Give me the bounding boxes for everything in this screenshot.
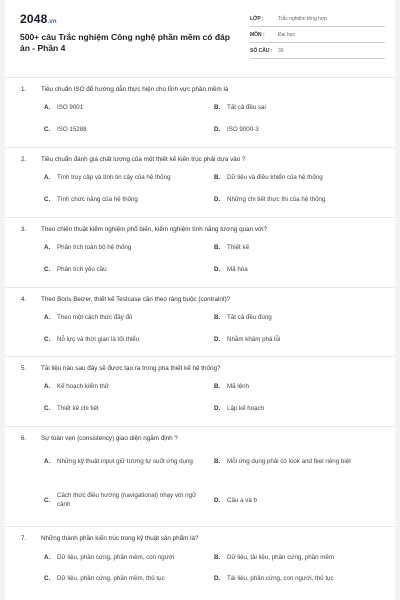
question-text — [21, 156, 246, 163]
answer-option-d[interactable] — [214, 125, 372, 134]
question-text — [21, 535, 199, 542]
question-number: 3. — [21, 226, 27, 233]
option-letter: D. — [214, 336, 221, 343]
option-letter: B. — [214, 244, 221, 251]
answer-option-d[interactable] — [214, 574, 392, 583]
answer-option-c[interactable] — [44, 491, 207, 509]
option-letter: B. — [214, 554, 221, 561]
option-text: Dữ liệu, tài liệu, phần cứng, phần mềm — [227, 554, 334, 561]
question-number: 6. — [21, 435, 27, 442]
option-text: Dữ liệu, phần cứng, phần mềm, con người — [57, 554, 175, 561]
option-text: Mã lệnh — [227, 383, 250, 390]
option-letter: B. — [214, 383, 221, 390]
question-block — [5, 426, 395, 526]
meta-row-class — [250, 12, 385, 27]
question-number: 1. — [21, 86, 27, 93]
question-block — [5, 77, 395, 147]
option-letter: C. — [44, 266, 51, 273]
option-letter: A. — [44, 458, 51, 465]
answer-option-a[interactable] — [44, 243, 202, 252]
question-number: 7. — [21, 535, 27, 542]
question-label: Theo Boris Beizer, thiết kế Testcase cần theo ràng buộc (contraint)? — [41, 296, 231, 303]
page-title: 500+ câu Trắc nghiệm Công nghệ phần mềm có đáp án - Phần 4 — [20, 32, 230, 53]
question-label: Tiêu chuẩn đánh giá chất lượng của một thiết kế kiến trúc phải dựa vào ? — [41, 156, 246, 163]
answer-option-b[interactable] — [214, 313, 372, 322]
option-text: Dữ liệu, phần cứng, phần mềm, thủ tục — [57, 575, 165, 582]
option-text: Tài liệu, phần cứng, con người, thủ tục — [227, 575, 334, 582]
question-text — [21, 435, 178, 442]
answer-option-a[interactable] — [44, 457, 197, 466]
answer-option-b[interactable] — [214, 553, 392, 562]
option-letter: C. — [44, 405, 51, 412]
option-letter: D. — [214, 575, 221, 582]
question-label: Theo chiến thuật kiểm nghiệm phổ biến, kiểm nghiệm tính năng tương quan với? — [41, 226, 268, 233]
option-text: Theo một cách thức đầy đủ — [57, 314, 133, 321]
option-text: Tính chức năng của hệ thống — [57, 196, 138, 203]
option-text: Cách thức điều hướng (navigational) nhạy với ngữ cảnh — [57, 492, 197, 508]
question-number: 4. — [21, 296, 27, 303]
option-letter: A. — [44, 244, 51, 251]
option-letter: D. — [214, 405, 221, 412]
option-text: ISO 15288 — [57, 126, 87, 133]
option-text: Tất cả đều sai — [227, 104, 266, 111]
answer-option-b[interactable] — [214, 173, 372, 182]
question-text — [21, 226, 267, 233]
option-text: Thiết kế chi tiết — [57, 405, 99, 412]
option-text: Tất cả đều đúng — [227, 314, 272, 321]
option-letter: C. — [44, 126, 51, 133]
answer-option-b[interactable] — [214, 243, 372, 252]
option-letter: D. — [214, 266, 221, 273]
meta-label: MÔN : — [250, 32, 265, 38]
option-text: Mỗi ứng dụng phải có look and feel riêng biệt — [227, 458, 351, 465]
option-letter: A. — [44, 174, 51, 181]
question-block — [5, 287, 395, 356]
option-letter: A. — [44, 314, 51, 321]
option-letter: B. — [214, 314, 221, 321]
meta-value: Trắc nghiệm tổng hợp — [278, 16, 327, 22]
meta-label: LỚP : — [250, 16, 264, 22]
answer-option-c[interactable] — [44, 335, 202, 344]
option-text: Phân tích toàn bộ hệ thống — [57, 244, 132, 251]
answer-option-c[interactable] — [44, 195, 202, 204]
quiz-page — [5, 0, 395, 600]
logo-domain: .vn — [47, 19, 57, 25]
option-letter: B. — [214, 104, 221, 111]
question-block — [5, 147, 395, 217]
option-text: Những chi tiết thực thi của hệ thống — [227, 196, 326, 203]
option-letter: A. — [44, 383, 51, 390]
option-text: Lập kế hoạch — [227, 405, 265, 412]
answer-option-d[interactable] — [214, 335, 372, 344]
option-text: Mã hóa — [227, 266, 248, 273]
question-block — [5, 217, 395, 287]
question-label: Tiêu chuẩn ISO để hướng dẫn thực hiện cho lĩnh vực phần mềm là — [41, 86, 229, 93]
option-text: Phân tích yêu cầu — [57, 266, 107, 273]
option-letter: C. — [44, 336, 51, 343]
option-letter: A. — [44, 554, 51, 561]
question-text — [21, 296, 230, 303]
answer-option-b[interactable] — [214, 382, 372, 391]
answer-option-d[interactable] — [214, 195, 372, 204]
option-text: Câu a và b — [227, 497, 257, 504]
answer-option-c[interactable] — [44, 404, 202, 413]
answer-option-c[interactable] — [44, 125, 202, 134]
option-text: Những kỹ thuật input giữ tương tự suốt ứng dụng — [57, 458, 193, 465]
logo-text: 2048 — [20, 12, 48, 26]
meta-label: SỐ CÂU : — [250, 48, 273, 54]
answer-option-a[interactable] — [44, 382, 202, 391]
option-text: Dữ liệu và điều khiển của hệ thống — [227, 174, 323, 181]
page-header — [5, 0, 395, 66]
meta-row-count — [250, 44, 385, 59]
question-number: 2. — [21, 156, 27, 163]
option-text: Kế hoạch kiểm thử — [57, 383, 109, 390]
answer-option-a[interactable] — [44, 103, 202, 112]
question-block — [5, 526, 395, 600]
answer-option-b[interactable] — [214, 103, 372, 112]
answer-option-a[interactable] — [44, 313, 202, 322]
option-text: Nỗ lực và thời gian là tối thiểu — [57, 336, 140, 343]
question-text — [21, 86, 228, 93]
question-block — [5, 356, 395, 426]
option-text: Tính truy cập và tính tin cậy của hệ thống — [57, 174, 171, 181]
option-text: ISO 9001 — [57, 104, 84, 111]
option-letter: B. — [214, 174, 221, 181]
quiz-info-box — [250, 12, 385, 60]
option-letter: C. — [44, 196, 51, 203]
answer-option-c[interactable] — [44, 574, 202, 583]
answer-option-b[interactable] — [214, 457, 385, 466]
meta-value: 30 — [278, 48, 284, 54]
option-text: ISO 9000-3 — [227, 126, 259, 133]
option-letter: D. — [214, 497, 221, 504]
option-letter: B. — [214, 458, 221, 465]
meta-row-subject — [250, 28, 385, 43]
option-letter: D. — [214, 126, 221, 133]
option-letter: C. — [44, 496, 51, 504]
question-label: Những thành phần kiến trúc trong kỹ thuật sản phẩm là? — [41, 535, 199, 542]
option-text: Thiết kế — [227, 244, 250, 251]
answer-option-d[interactable] — [214, 265, 372, 274]
answer-option-d[interactable] — [214, 404, 372, 413]
answer-option-c[interactable] — [44, 265, 202, 274]
question-text — [21, 365, 221, 372]
answer-option-d[interactable] — [214, 496, 372, 505]
meta-value: Đại học — [278, 32, 295, 38]
answer-option-a[interactable] — [44, 553, 202, 562]
answer-option-a[interactable] — [44, 173, 202, 182]
site-logo[interactable] — [20, 12, 57, 26]
option-letter: D. — [214, 196, 221, 203]
option-text: Nhằm khám phá lỗi — [227, 336, 281, 343]
option-letter: C. — [44, 575, 51, 582]
question-label: Tài liệu nào sau đây sẽ được tạo ra trong pha thiết kế hệ thống? — [41, 365, 221, 372]
question-label: Sự toàn vẹn (consistency) giao diện ngầm định ? — [41, 435, 178, 442]
question-number: 5. — [21, 365, 27, 372]
option-letter: A. — [44, 104, 51, 111]
